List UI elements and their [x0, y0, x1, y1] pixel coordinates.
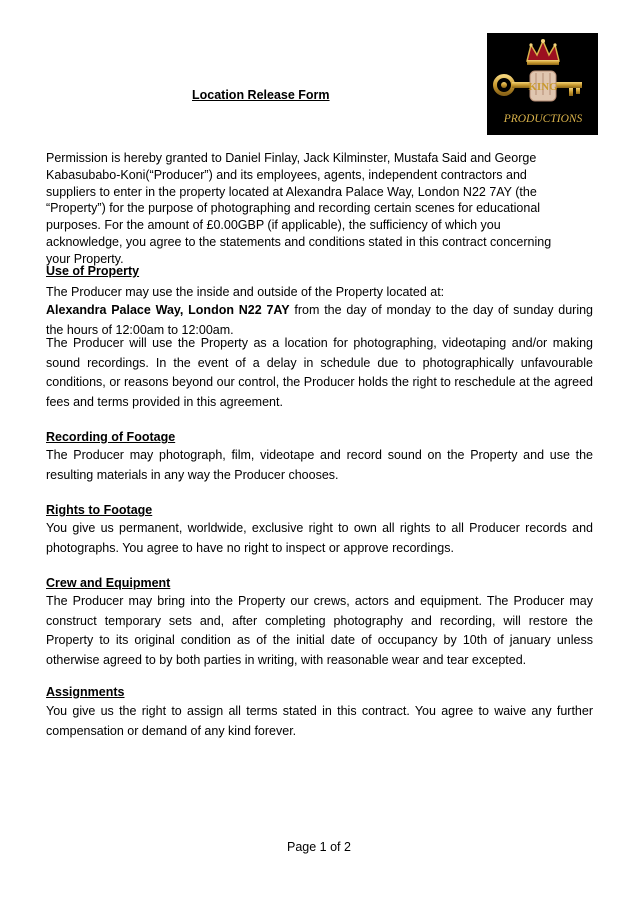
use-of-property-paragraph: The Producer will use the Property as a location for photographing, videotaping and/or making sound recordings. In the event of a delay in schedule due to photographically unfavourable conditions, or reasons beyond our control, the Producer holds the right to reschedule at the agreed fees and terms provided in this agreement.	[46, 336, 593, 409]
page-number: Page 1 of 2	[287, 840, 351, 854]
company-logo	[487, 33, 598, 135]
svg-text:PRODUCTIONS: PRODUCTIONS	[503, 113, 583, 125]
assignments-paragraph: You give us the right to assign all terms stated in this contract. You agree to waive any further compensation or demand of any kind forever.	[46, 704, 593, 738]
section-heading-recording: Recording of Footage	[46, 430, 176, 444]
section-heading-crew: Crew and Equipment	[46, 576, 171, 590]
crown-key-emblem-icon	[487, 33, 598, 135]
property-address: Alexandra Palace Way, London N22 7AY	[46, 303, 290, 317]
crew-paragraph: The Producer may bring into the Property our crews, actors and equipment. The Producer may construct temporary sets and, after completing photography and recording, will restore the Property to its original condition as of the initial date of occupancy by 10th of january unless otherwise agreed to by both parties in writing, with reasonable wear and tear excepted.	[46, 594, 593, 667]
section-heading-use-of-property: Use of Property	[46, 264, 140, 278]
svg-text:KING: KING	[528, 81, 558, 93]
use-of-property-line1: The Producer may use the inside and outside of the Property located at:	[46, 285, 445, 299]
page-title: Location Release Form	[192, 88, 330, 102]
intro-paragraph: Permission is hereby granted to Daniel Finlay, Jack Kilminster, Mustafa Said and George Kabasubabo-Koni(“Producer”) and its employees, agents, independent contractors and suppliers to enter in the property located at Alexandra Palace Way, London N22 7AY (the “Property”) for the purpose of photographing and recording certain scenes for educational purposes. For the amount of £0.00GBP (if applicable), the sufficiency of which you acknowledge, you agree to the statements and conditions stated in this contract concerning your Property.	[46, 151, 552, 266]
recording-paragraph: The Producer may photograph, film, videotape and record sound on the Property and use the resulting materials in any way the Producer chooses.	[46, 448, 593, 482]
section-heading-rights: Rights to Footage	[46, 503, 153, 517]
rights-paragraph: You give us permanent, worldwide, exclusive right to own all rights to all Producer records and photographs. You agree to have no right to inspect or approve recordings.	[46, 521, 593, 555]
schedule-text: from the day of monday to the day of sunday during the hours of 12:00am to 12:00am.	[46, 303, 594, 337]
section-heading-assignments: Assignments	[46, 685, 125, 699]
